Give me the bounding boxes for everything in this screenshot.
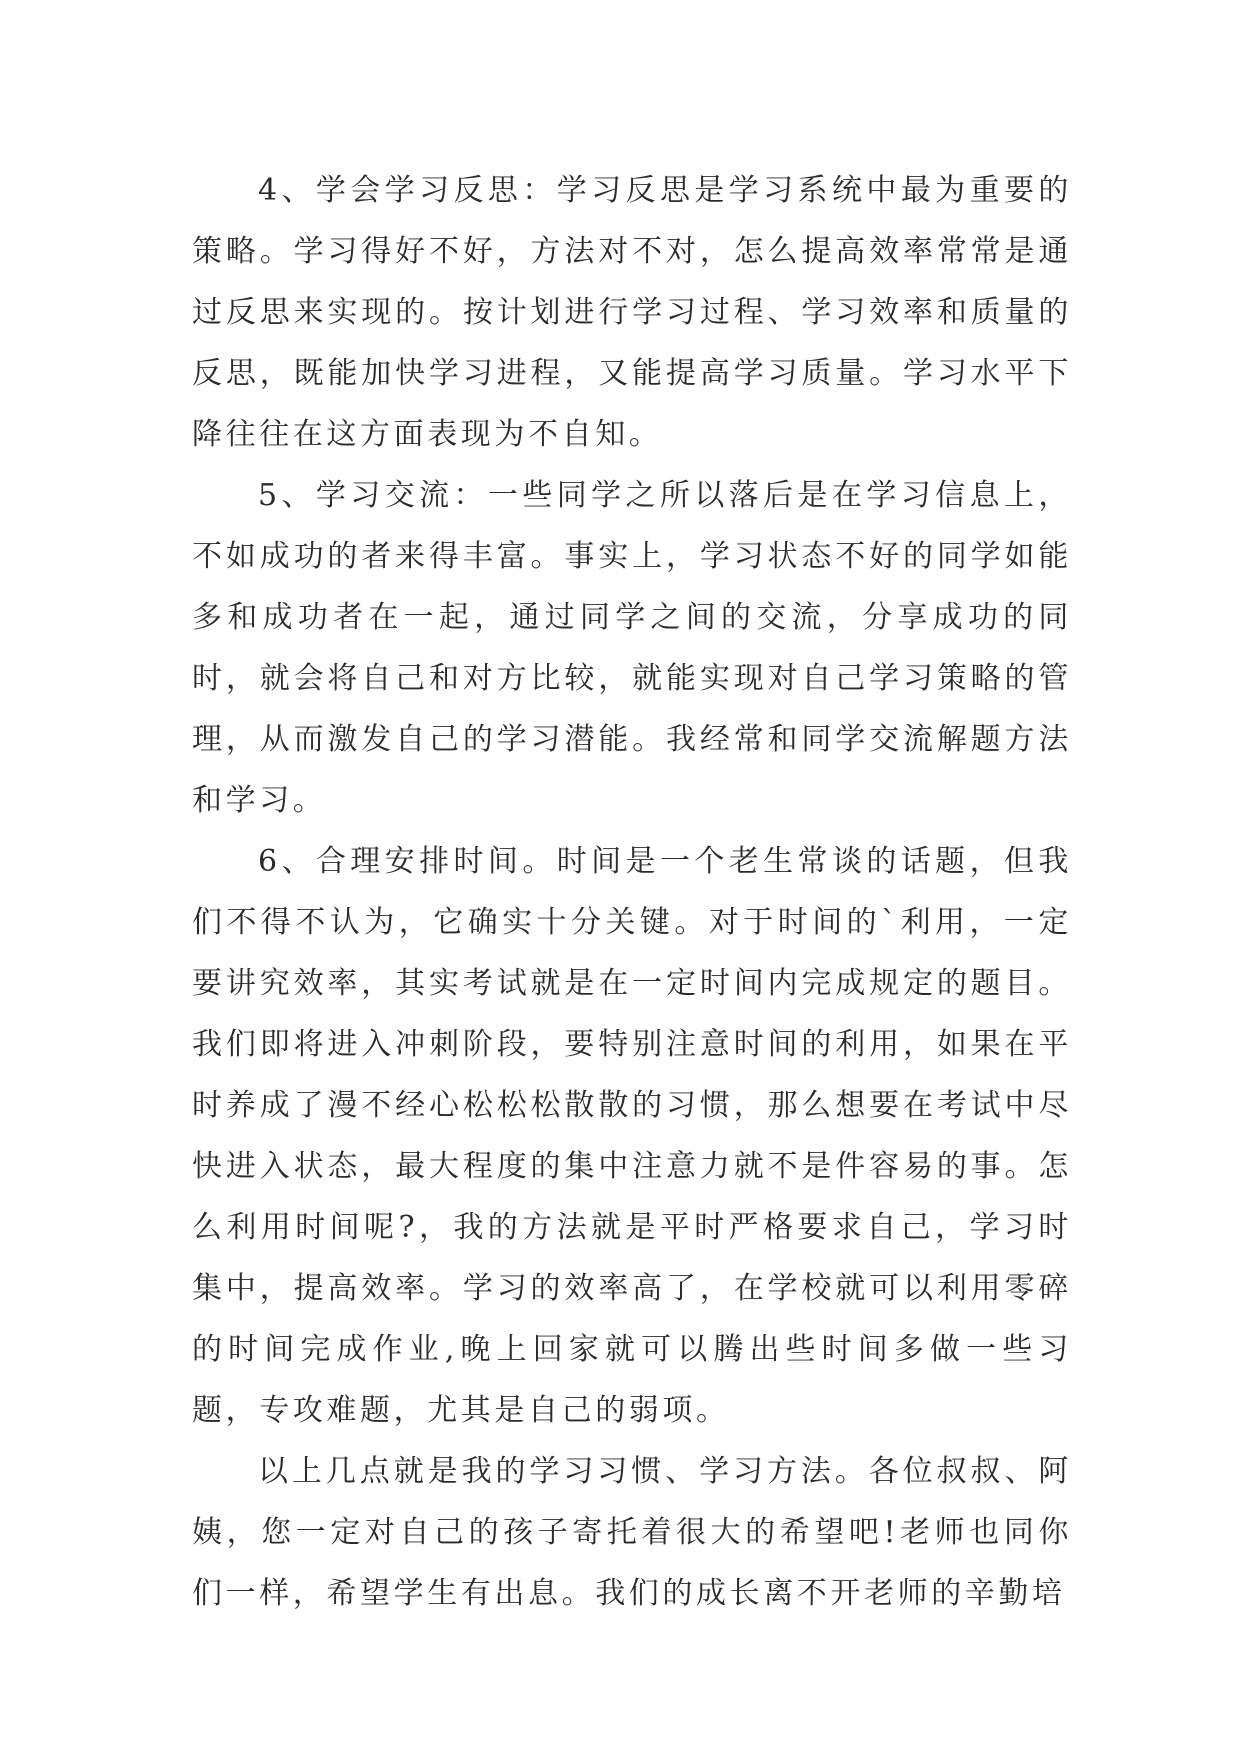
paragraph-communication: 5、学习交流：一些同学之所以落后是在学习信息上，不如成功的者来得丰富。事实上，学习状态不好的同学如能多和成功者在一起，通过同学之间的交流，分享成功的同时，就会将自己和对方比较，就能实现对自己学习策略的管理，从而激发自己的学习潜能。我经常和同学交流解题方法和学习。 [192,478,1072,818]
paragraph-conclusion: 以上几点就是我的学习习惯、学习方法。各位叔叔、阿姨，您一定对自己的孩子寄托着很大的希望吧!老师也同你们一样，希望学生有出息。我们的成长离不开老师的辛勤培 [192,1454,1072,1611]
document-body [192,160,1072,1624]
paragraph-reflection: 4、学会学习反思：学习反思是学习系统中最为重要的策略。学习得好不好，方法对不对，怎么提高效率常常是通过反思来实现的。按计划进行学习过程、学习效率和质量的反思，既能加快学习进程，又能提高学习质量。学习水平下降往往在这方面表现为不自知。 [192,173,1072,452]
paragraph-time-management: 6、合理安排时间。时间是一个老生常谈的话题，但我们不得不认为，它确实十分关键。对于时间的`利用，一定要讲究效率，其实考试就是在一定时间内完成规定的题目。我们即将进入冲刺阶段，要特别注意时间的利用，如果在平时养成了漫不经心松松松散散的习惯，那么想要在考试中尽快进入状态，最大程度的集中注意力就不是件容易的事。怎么利用时间呢?，我的方法就是平时严格要求自己，学习时集中，提高效率。学习的效率高了，在学校就可以利用零碎的时间完成作业,晚上回家就可以腾出些时间多做一些习题，专攻难题，尤其是自己的弱项。 [192,844,1072,1428]
